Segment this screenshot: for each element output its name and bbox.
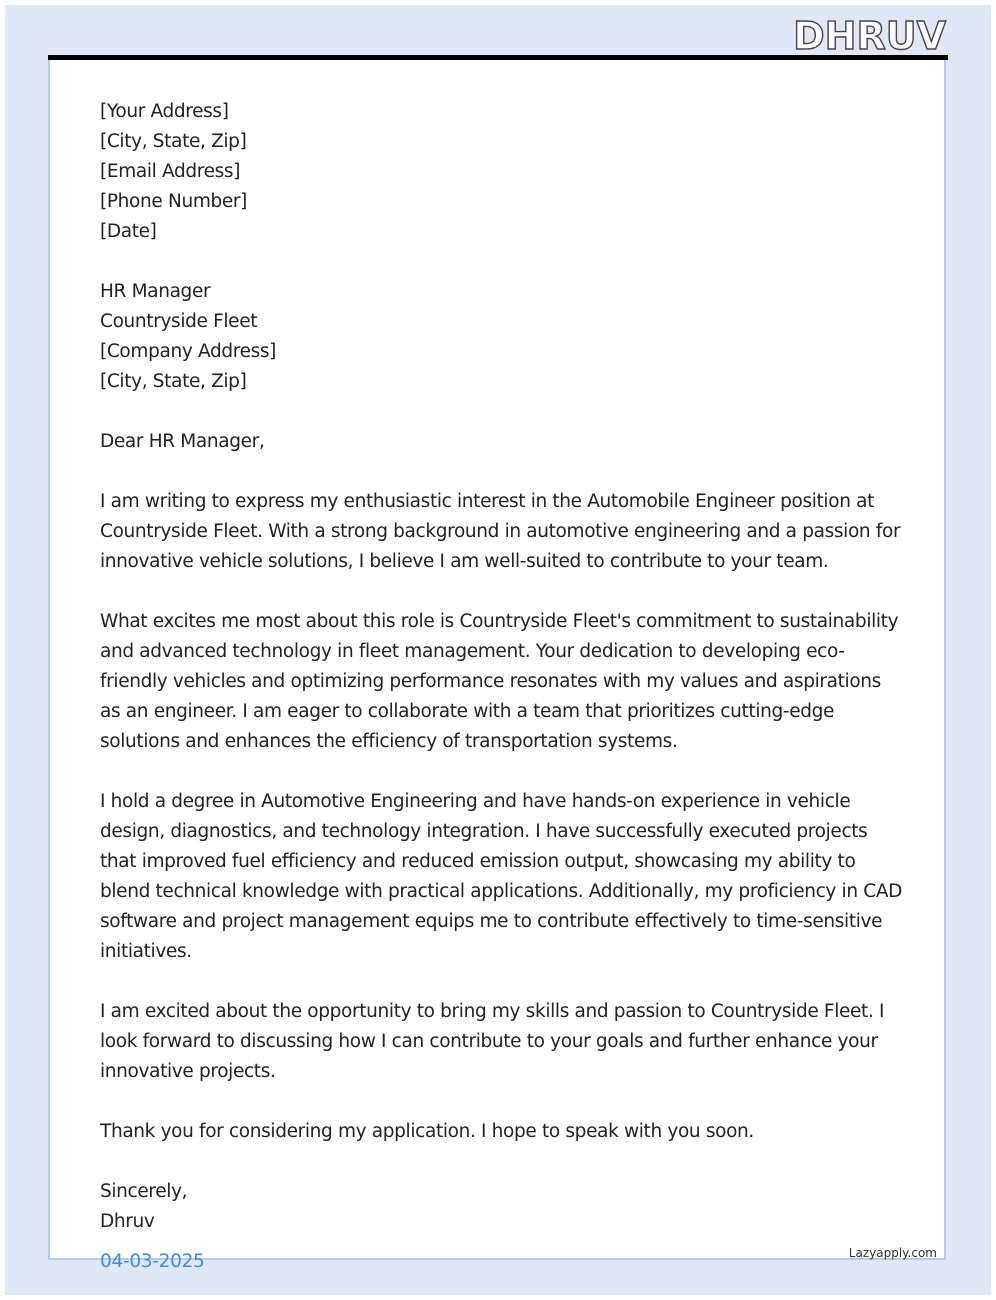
closing: Sincerely,	[100, 1181, 188, 1202]
recipient-city-state-zip: [City, State, Zip]	[100, 371, 247, 392]
body-paragraph: What excites me most about this role is Countryside Fleet's commitment to sustainability and advanced technology in fleet management. Your dedication to developing eco-friendly vehicles and optimizing performance resonates with my values and aspirations as an engineer. I am eager to collaborate with a team that prioritizes cutting-edge solutions and enhances the efficiency of transportation systems.	[100, 611, 899, 752]
sender-city-state-zip: [City, State, Zip]	[100, 131, 247, 152]
sender-date: [Date]	[100, 221, 157, 242]
body-paragraph: I hold a degree in Automotive Engineering and have hands-on experience in vehicle design, diagnostics, and technology integration. I have successfully executed projects that improved fuel efficiency and reduced emission output, showcasing my ability to blend technical knowledge with practical applications. Additionally, my proficiency in CAD software and project management equips me to contribute effectively to time-sensitive initiatives.	[100, 791, 903, 962]
body-paragraph: Thank you for considering my application. I hope to speak with you soon.	[100, 1121, 754, 1142]
closing-block	[100, 1177, 905, 1237]
recipient-block	[100, 277, 905, 397]
sender-address: [Your Address]	[100, 101, 229, 122]
recipient-title: HR Manager	[100, 281, 211, 302]
sender-email: [Email Address]	[100, 161, 241, 182]
sender-phone: [Phone Number]	[100, 191, 248, 212]
cover-letter-body	[100, 97, 905, 1237]
recipient-company: Countryside Fleet	[100, 311, 258, 332]
sender-block	[100, 97, 905, 247]
footer-site-link[interactable]: Lazyapply.com	[848, 1246, 937, 1260]
body-paragraph: I am writing to express my enthusiastic interest in the Automobile Engineer position at Countryside Fleet. With a strong background in automotive engineering and a passion for innovative vehicle solutions, I believe I am well-suited to contribute to your team.	[100, 491, 901, 572]
signature: Dhruv	[100, 1211, 155, 1232]
brand-name: DHRUV	[793, 14, 946, 58]
footer-date: 04-03-2025	[100, 1251, 205, 1272]
salutation: Dear HR Manager,	[100, 431, 265, 452]
recipient-address: [Company Address]	[100, 341, 277, 362]
body-paragraph: I am excited about the opportunity to bring my skills and passion to Countryside Fleet. I look forward to discussing how I can contribute to your goals and further enhance your innovative projects.	[100, 1001, 885, 1082]
